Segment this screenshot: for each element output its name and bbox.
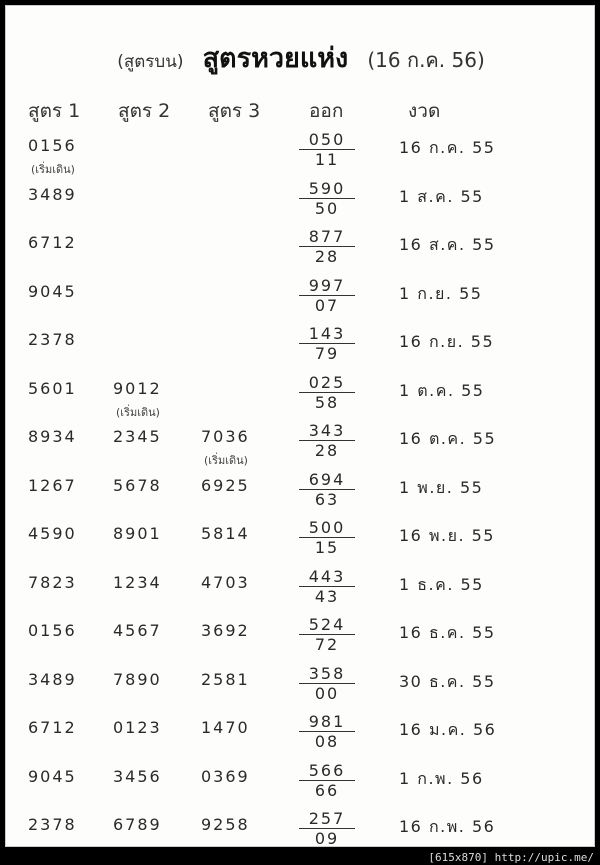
formula-2-value: 5678 — [113, 476, 162, 495]
formula-1-value: 9045 — [28, 767, 77, 786]
formula-2-value: 2345 — [113, 427, 162, 446]
result-bottom-two: 58 — [314, 393, 340, 412]
result-bottom-two: 43 — [314, 587, 340, 606]
formula-1-value: 6712 — [28, 718, 77, 737]
result-top-three: 524 — [299, 615, 355, 635]
draw-result — [299, 664, 355, 703]
formula-2-value: 6789 — [113, 815, 162, 834]
title-date: (16 ก.ค. 56) — [367, 48, 485, 72]
formula-2-value: 4567 — [113, 621, 162, 640]
draw-date: 16 ต.ค. 55 — [399, 429, 497, 448]
formula-2-value: 9012 — [113, 379, 162, 398]
title-main: สูตรหวยแห่ง — [202, 43, 349, 74]
formula-3-value: 1470 — [201, 718, 250, 737]
draw-result — [299, 809, 355, 848]
formula-1-value: 0156 — [28, 136, 77, 155]
header-formula-3: สูตร 3 — [208, 100, 261, 122]
result-bottom-two: 66 — [314, 781, 340, 800]
document-page — [5, 5, 595, 847]
result-bottom-two: 11 — [314, 150, 340, 169]
draw-date: 1 พ.ย. 55 — [399, 478, 484, 497]
formula-1-value: 2378 — [28, 330, 77, 349]
start-note: (เริ่มเดิน) — [116, 406, 160, 419]
formula-1-value: 4590 — [28, 524, 77, 543]
result-bottom-two: 28 — [314, 441, 340, 460]
result-top-three: 877 — [299, 227, 355, 247]
result-bottom-two: 09 — [314, 829, 340, 848]
result-top-three: 694 — [299, 470, 355, 490]
result-top-three: 590 — [299, 179, 355, 199]
result-top-three: 981 — [299, 712, 355, 732]
draw-result — [299, 712, 355, 751]
result-top-three: 343 — [299, 421, 355, 441]
result-bottom-two: 28 — [314, 247, 340, 266]
formula-1-value: 3489 — [28, 185, 77, 204]
result-top-three: 025 — [299, 373, 355, 393]
formula-1-value: 5601 — [28, 379, 77, 398]
draw-result — [299, 179, 355, 218]
draw-date: 1 ธ.ค. 55 — [399, 575, 484, 594]
result-top-three: 443 — [299, 567, 355, 587]
draw-date: 16 ม.ค. 56 — [399, 720, 497, 739]
formula-3-value: 4703 — [201, 573, 250, 592]
formula-1-value: 7823 — [28, 573, 77, 592]
result-bottom-two: 00 — [314, 684, 340, 703]
draw-date: 16 ธ.ค. 55 — [399, 623, 496, 642]
draw-result — [299, 518, 355, 557]
result-top-three: 257 — [299, 809, 355, 829]
formula-1-value: 0156 — [28, 621, 77, 640]
header-formula-2: สูตร 2 — [118, 100, 171, 122]
formula-3-value: 7036 — [201, 427, 250, 446]
page-title — [6, 36, 596, 79]
result-bottom-two: 72 — [314, 635, 340, 654]
draw-date: 1 ต.ค. 55 — [399, 381, 485, 400]
result-bottom-two: 15 — [314, 538, 340, 557]
draw-date: 1 ก.พ. 56 — [399, 769, 484, 788]
draw-result — [299, 130, 355, 169]
draw-result — [299, 227, 355, 266]
formula-2-value: 1234 — [113, 573, 162, 592]
result-top-three: 500 — [299, 518, 355, 538]
header-formula-1: สูตร 1 — [28, 100, 81, 122]
formula-3-value: 0369 — [201, 767, 250, 786]
result-top-three: 358 — [299, 664, 355, 684]
title-prefix: (สูตรบน) — [117, 52, 184, 72]
formula-3-value: 6925 — [201, 476, 250, 495]
start-note: (เริ่มเดิน) — [31, 163, 75, 176]
start-note: (เริ่มเดิน) — [204, 454, 248, 467]
draw-result — [299, 421, 355, 460]
formula-1-value: 9045 — [28, 282, 77, 301]
draw-date: 16 ก.พ. 56 — [399, 817, 496, 836]
result-top-three: 997 — [299, 276, 355, 296]
formula-3-value: 3692 — [201, 621, 250, 640]
draw-date: 1 ก.ย. 55 — [399, 284, 483, 303]
formula-2-value: 8901 — [113, 524, 162, 543]
draw-date: 16 ก.ย. 55 — [399, 332, 495, 351]
result-bottom-two: 07 — [314, 296, 340, 315]
header-result: ออก — [309, 100, 344, 122]
formula-3-value: 9258 — [201, 815, 250, 834]
formula-1-value: 8934 — [28, 427, 77, 446]
draw-date: 16 พ.ย. 55 — [399, 526, 495, 545]
formula-2-value: 3456 — [113, 767, 162, 786]
draw-result — [299, 470, 355, 509]
result-top-three: 050 — [299, 130, 355, 150]
draw-result — [299, 373, 355, 412]
draw-result — [299, 615, 355, 654]
draw-result — [299, 324, 355, 363]
draw-result — [299, 567, 355, 606]
result-bottom-two: 79 — [314, 344, 340, 363]
draw-result — [299, 276, 355, 315]
draw-date: 16 ส.ค. 55 — [399, 235, 496, 254]
formula-2-value: 0123 — [113, 718, 162, 737]
formula-1-value: 6712 — [28, 233, 77, 252]
formula-1-value: 1267 — [28, 476, 77, 495]
formula-2-value: 7890 — [113, 670, 162, 689]
result-bottom-two: 63 — [314, 490, 340, 509]
header-draw-date: งวด — [408, 100, 441, 122]
draw-date: 1 ส.ค. 55 — [399, 187, 484, 206]
formula-3-value: 5814 — [201, 524, 250, 543]
draw-date: 30 ธ.ค. 55 — [399, 672, 496, 691]
result-bottom-two: 08 — [314, 732, 340, 751]
formula-1-value: 3489 — [28, 670, 77, 689]
image-footer: [615x870] http://upic.me/ — [428, 851, 594, 864]
draw-date: 16 ก.ค. 55 — [399, 138, 496, 157]
result-bottom-two: 50 — [314, 199, 340, 218]
result-top-three: 566 — [299, 761, 355, 781]
result-top-three: 143 — [299, 324, 355, 344]
formula-3-value: 2581 — [201, 670, 250, 689]
draw-result — [299, 761, 355, 800]
formula-1-value: 2378 — [28, 815, 77, 834]
